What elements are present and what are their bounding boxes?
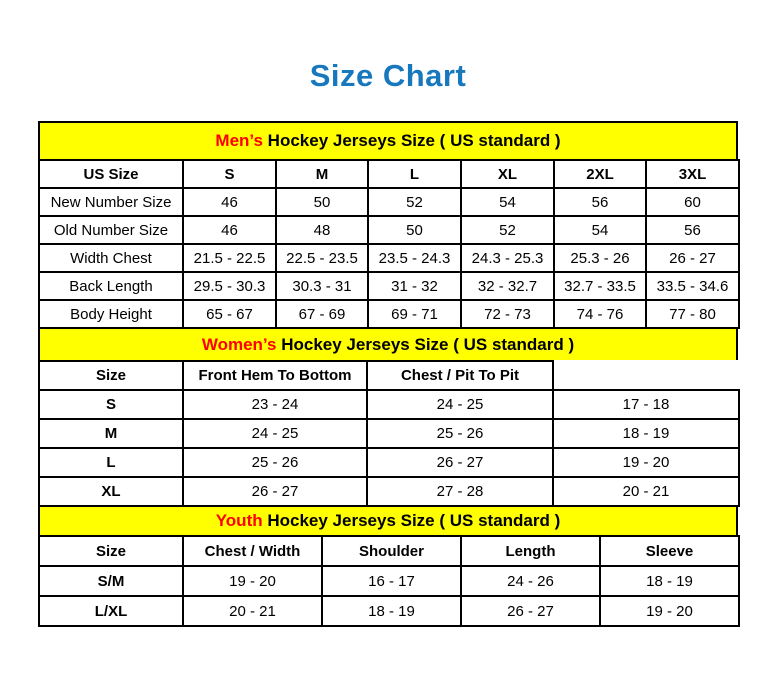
size-value-cell: 46	[183, 216, 276, 244]
column-header: Chest / Pit To Pit	[367, 361, 553, 390]
size-value-cell: 69 - 71	[368, 300, 461, 328]
column-header: Sleeve	[600, 536, 739, 566]
size-value-cell: 52	[461, 216, 554, 244]
table-row	[39, 216, 739, 244]
banner-highlight-mens: Men’s	[215, 131, 263, 150]
header-row	[39, 160, 739, 188]
size-value-cell: 29.5 - 30.3	[183, 272, 276, 300]
column-header: S	[183, 160, 276, 188]
column-header: Chest / Width	[183, 536, 322, 566]
mens-size-table	[38, 159, 740, 329]
size-value-cell: 18 - 19	[322, 596, 461, 626]
size-value-cell: 17 - 18	[553, 390, 739, 419]
column-header: Front Hem To Bottom	[183, 361, 367, 390]
size-value-cell: 25.3 - 26	[554, 244, 646, 272]
size-value-cell: 72 - 73	[461, 300, 554, 328]
size-value-cell: 52	[368, 188, 461, 216]
size-value-cell: 20 - 21	[183, 596, 322, 626]
row-label: L	[39, 448, 183, 477]
column-header: Shoulder	[322, 536, 461, 566]
column-header: Length	[461, 536, 600, 566]
size-value-cell: 23.5 - 24.3	[368, 244, 461, 272]
size-value-cell: 16 - 17	[322, 566, 461, 596]
row-label: S	[39, 390, 183, 419]
size-value-cell: 54	[461, 188, 554, 216]
size-value-cell: 77 - 80	[646, 300, 739, 328]
table-row	[39, 272, 739, 300]
banner-highlight-womens: Women’s	[201, 334, 277, 354]
header-row	[39, 536, 739, 566]
size-value-cell: 24 - 25	[183, 419, 367, 448]
size-value-cell: 31 - 32	[368, 272, 461, 300]
size-value-cell: 74 - 76	[554, 300, 646, 328]
table-row	[39, 188, 739, 216]
size-value-cell: 30.3 - 31	[276, 272, 368, 300]
youth-table-banner	[38, 505, 738, 537]
row-label: New Number Size	[39, 188, 183, 216]
youth-size-table	[38, 535, 740, 627]
size-value-cell: 54	[554, 216, 646, 244]
size-value-cell: 25 - 26	[367, 419, 553, 448]
table-row	[39, 448, 739, 477]
table-row	[39, 566, 739, 596]
banner-text-mens: Hockey Jerseys Size ( US standard )	[262, 131, 561, 150]
banner-text-youth: Hockey Jerseys Size ( US standard )	[262, 511, 561, 530]
size-value-cell: 19 - 20	[553, 448, 739, 477]
size-value-cell: 48	[276, 216, 368, 244]
size-value-cell: 25 - 26	[183, 448, 367, 477]
row-label: Body Height	[39, 300, 183, 328]
womens-table-banner	[38, 327, 738, 362]
row-label: XL	[39, 477, 183, 506]
row-label: S/M	[39, 566, 183, 596]
size-value-cell: 21.5 - 22.5	[183, 244, 276, 272]
size-value-cell: 24.3 - 25.3	[461, 244, 554, 272]
column-header: Size	[39, 361, 183, 390]
size-value-cell: 46	[183, 188, 276, 216]
size-value-cell: 27 - 28	[367, 477, 553, 506]
size-value-cell: 33.5 - 34.6	[646, 272, 739, 300]
column-header: US Size	[39, 160, 183, 188]
column-header: 2XL	[554, 160, 646, 188]
size-value-cell: 22.5 - 23.5	[276, 244, 368, 272]
table-row	[39, 390, 739, 419]
table-row	[39, 596, 739, 626]
size-value-cell: 26 - 27	[183, 477, 367, 506]
size-value-cell: 18 - 19	[600, 566, 739, 596]
size-value-cell: 50	[276, 188, 368, 216]
column-header: XL	[461, 160, 554, 188]
table-row	[39, 477, 739, 506]
size-value-cell: 24 - 26	[461, 566, 600, 596]
header-row	[39, 361, 739, 390]
size-value-cell: 26 - 27	[461, 596, 600, 626]
column-header: Size	[39, 536, 183, 566]
size-value-cell: 18 - 19	[553, 419, 739, 448]
size-value-cell: 32 - 32.7	[461, 272, 554, 300]
row-label: L/XL	[39, 596, 183, 626]
row-label: M	[39, 419, 183, 448]
size-value-cell: 67 - 69	[276, 300, 368, 328]
row-label: Width Chest	[39, 244, 183, 272]
table-row	[39, 419, 739, 448]
column-header: 3XL	[646, 160, 739, 188]
size-value-cell: 23 - 24	[183, 390, 367, 419]
size-value-cell: 32.7 - 33.5	[554, 272, 646, 300]
size-value-cell: 24 - 25	[367, 390, 553, 419]
size-value-cell: 26 - 27	[367, 448, 553, 477]
size-value-cell: 20 - 21	[553, 477, 739, 506]
column-header: L	[368, 160, 461, 188]
table-row	[39, 300, 739, 328]
banner-highlight-youth: Youth	[215, 511, 263, 530]
row-label: Old Number Size	[39, 216, 183, 244]
size-value-cell: 26 - 27	[646, 244, 739, 272]
row-label: Back Length	[39, 272, 183, 300]
size-value-cell: 56	[646, 216, 739, 244]
banner-text-womens: Hockey Jerseys Size ( US standard )	[276, 334, 575, 354]
page-title: Size Chart	[309, 58, 467, 93]
size-tables-stack	[38, 121, 738, 627]
size-value-cell: 19 - 20	[183, 566, 322, 596]
womens-size-table	[38, 360, 740, 507]
mens-table-banner	[38, 121, 738, 161]
size-value-cell: 56	[554, 188, 646, 216]
column-header: M	[276, 160, 368, 188]
table-row	[39, 244, 739, 272]
size-value-cell: 19 - 20	[600, 596, 739, 626]
size-value-cell: 60	[646, 188, 739, 216]
size-value-cell: 50	[368, 216, 461, 244]
size-value-cell: 65 - 67	[183, 300, 276, 328]
